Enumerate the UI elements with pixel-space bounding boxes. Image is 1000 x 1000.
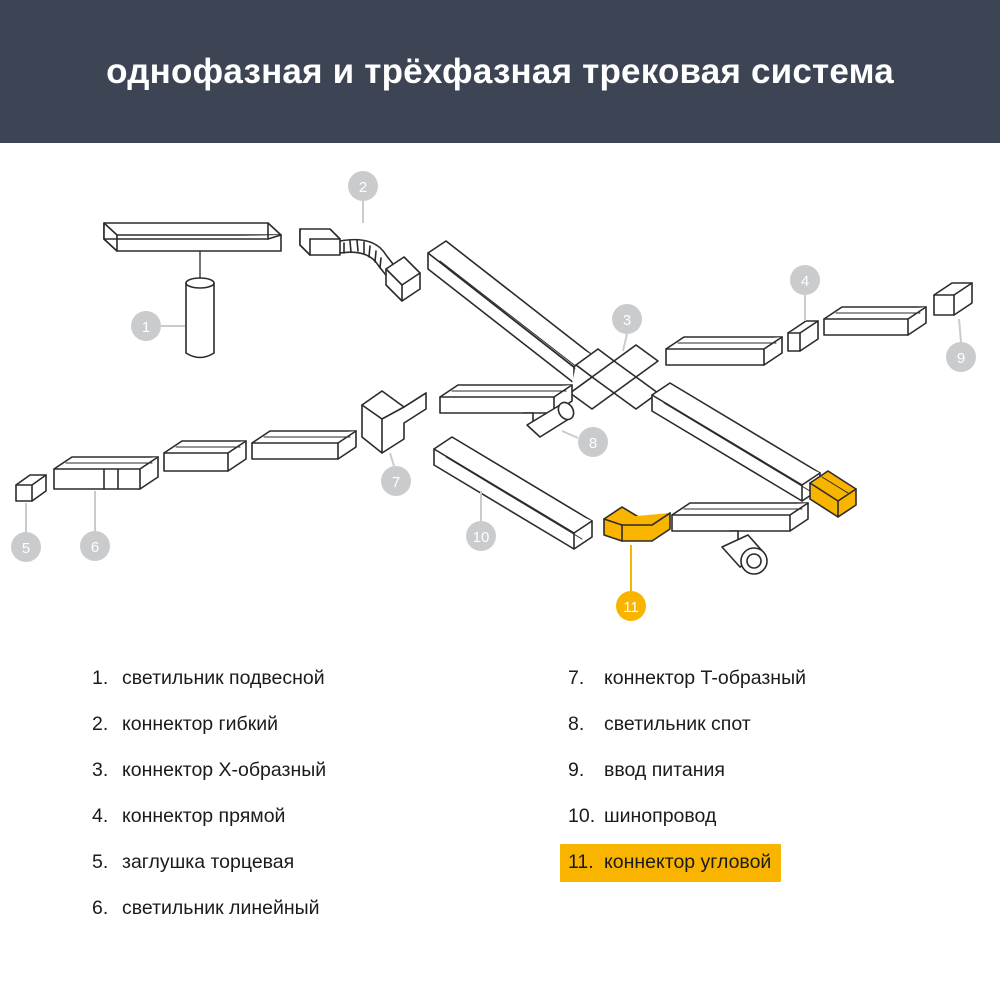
legend-label: светильник подвесной: [122, 667, 325, 689]
legend-label: светильник спот: [604, 713, 751, 735]
part-flexible-connector: [300, 229, 420, 301]
header-banner: [0, 0, 1000, 143]
callout-1: [131, 311, 185, 341]
part-straight-connector: [788, 321, 818, 351]
legend-number: 8.: [568, 713, 585, 735]
part-track-right-upper-2: [824, 307, 926, 335]
legend-number: 7.: [568, 667, 585, 689]
part-track-bottom-right: [672, 503, 808, 574]
part-corner-connector-left: [604, 507, 670, 541]
legend-item-9: [560, 752, 960, 798]
legend-item-7: [560, 660, 960, 706]
callout-5: [11, 503, 41, 562]
svg-text:5: 5: [21, 540, 31, 557]
legend-column-right: [560, 660, 960, 890]
legend-item-5: [84, 844, 504, 890]
svg-text:2: 2: [358, 179, 368, 196]
track-system-diagram: [0, 143, 1000, 653]
legend-label: светильник линейный: [122, 897, 320, 919]
part-track-right-lower: [652, 383, 820, 501]
part-track-right-upper: [666, 337, 782, 365]
legend-column-left: [84, 660, 504, 936]
legend-number: 2.: [92, 713, 109, 735]
legend-label: ввод питания: [604, 759, 725, 781]
legend-item-2: [84, 706, 504, 752]
legend: [0, 660, 1000, 960]
legend-number: 5.: [92, 851, 109, 873]
callout-6: [80, 491, 110, 561]
part-track-top-center: [428, 241, 592, 383]
legend-number: 11.: [568, 851, 594, 873]
svg-text:11: 11: [623, 599, 639, 616]
legend-label: коннектор X-образный: [122, 759, 327, 781]
legend-label: коннектор угловой: [604, 851, 772, 873]
svg-text:3: 3: [622, 312, 632, 329]
callout-2: [348, 171, 378, 223]
legend-label: коннектор прямой: [122, 805, 286, 827]
callout-4: [790, 265, 820, 321]
svg-text:8: 8: [588, 435, 598, 452]
part-track-left-mid: [252, 431, 356, 459]
legend-number: 6.: [92, 897, 109, 919]
legend-item-4: [84, 798, 504, 844]
legend-label: коннектор T-образный: [604, 667, 806, 689]
legend-item-1: [84, 660, 504, 706]
legend-item-11-highlighted: [560, 844, 960, 890]
legend-item-6: [84, 890, 504, 936]
page-title: однофазная и трёхфазная трековая система: [106, 51, 894, 91]
legend-item-8: [560, 706, 960, 752]
callout-8: [562, 427, 608, 457]
svg-text:1: 1: [141, 319, 151, 336]
callout-11: [616, 545, 646, 621]
part-linear-luminaire: [54, 441, 246, 489]
legend-label: шинопровод: [604, 805, 717, 827]
legend-item-10: [560, 798, 960, 844]
callout-9: [946, 319, 976, 372]
legend-label: заглушка торцевая: [122, 851, 295, 873]
svg-text:4: 4: [800, 273, 810, 290]
callout-3: [612, 304, 642, 351]
legend-number: 9.: [568, 759, 585, 781]
legend-number: 3.: [92, 759, 109, 781]
legend-number: 10.: [568, 805, 596, 827]
legend-label: коннектор гибкий: [122, 713, 279, 735]
svg-text:10: 10: [472, 529, 490, 546]
part-power-feed: [934, 283, 972, 315]
part-pendant-luminaire: [104, 223, 281, 358]
svg-text:6: 6: [90, 539, 100, 556]
svg-text:9: 9: [956, 350, 966, 367]
callout-7: [381, 453, 411, 496]
part-corner-connector-right: [810, 471, 856, 517]
legend-item-3: [84, 752, 504, 798]
part-busbar: [434, 437, 592, 549]
legend-number: 1.: [92, 667, 109, 689]
part-t-connector: [362, 391, 426, 453]
legend-number: 4.: [92, 805, 109, 827]
part-end-cap: [16, 475, 46, 501]
svg-text:7: 7: [391, 474, 401, 491]
